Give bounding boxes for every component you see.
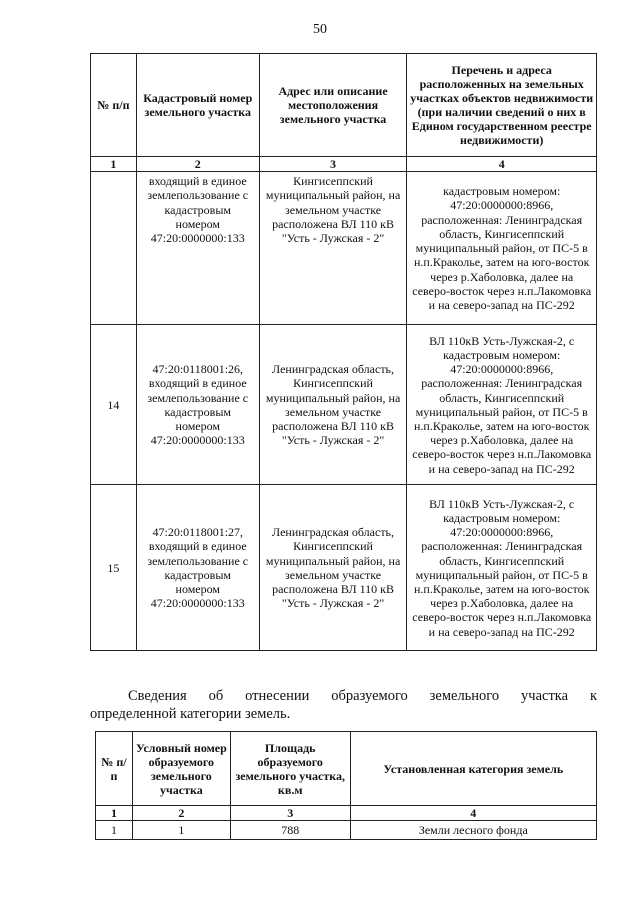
header-area: Площадь образуемого земельного участка, кв.м — [230, 732, 350, 806]
paragraph-line: Сведения об отнесении образуемого земельного участка к — [128, 688, 597, 704]
cadastral-number-cell: 47:20:0118001:27, входящий в единое землепользование с кадастровым номером 47:20:0000000:133 — [136, 485, 259, 651]
table-row — [96, 821, 597, 840]
page-number: 50 — [313, 22, 327, 37]
cadastral-number-cell: 47:20:0118001:26, входящий в единое землепользование с кадастровым номером 47:20:0000000:133 — [136, 325, 259, 485]
header-address: Адрес или описание местоположения земельного участка — [259, 54, 407, 157]
conditional-number-cell: 1 — [132, 821, 230, 840]
paragraph-line: определенной категории земель. — [90, 706, 291, 722]
land-plots-table — [90, 53, 597, 651]
column-number: 2 — [136, 157, 259, 172]
land-category-paragraph — [90, 687, 597, 723]
column-number: 4 — [350, 806, 596, 821]
header-cadastral-number: Кадастровый номер земельного участка — [136, 54, 259, 157]
row-number: 1 — [96, 821, 133, 840]
column-number-row — [91, 157, 597, 172]
cadastral-number-cell: входящий в единое землепользование с кадастровым номером 47:20:0000000:133 — [136, 172, 259, 325]
table-header-row — [96, 732, 597, 806]
header-number: № п/п — [96, 732, 133, 806]
column-number: 4 — [407, 157, 597, 172]
address-cell: Ленинградская область, Кингисеппский муниципальный район, на земельном участке расположена ВЛ 110 кВ "Усть - Лужская - 2" — [259, 485, 407, 651]
real-estate-objects-cell: ВЛ 110кВ Усть-Лужская-2, с кадастровым номером: 47:20:0000000:8966, расположенная: Ленинградская область, Кингисеппский муниципальный район, от ПС-5 в н.п.Краколье, затем на юго-восток через р.Хаболовка, далее на северо-восток через н.п.Лакомовка и на северо-запад на ПС-292 — [407, 325, 597, 485]
table-row — [91, 485, 597, 651]
row-number: 15 — [91, 485, 137, 651]
header-real-estate-objects: Перечень и адреса расположенных на земельных участках объектов недвижимости (при наличии сведений о них в Едином государственном реестре недвижимости) — [407, 54, 597, 157]
column-number: 1 — [96, 806, 133, 821]
address-cell: Ленинградская область, Кингисеппский муниципальный район, на земельном участке расположена ВЛ 110 кВ "Усть - Лужская - 2" — [259, 325, 407, 485]
header-conditional-number: Условный номер образуемого земельного участка — [132, 732, 230, 806]
table-row — [91, 325, 597, 485]
real-estate-objects-cell: ВЛ 110кВ Усть-Лужская-2, с кадастровым номером: 47:20:0000000:8966, расположенная: Ленинградская область, Кингисеппский муниципальный район, от ПС-5 в н.п.Краколье, затем на юго-восток через р.Хаболовка, далее на северо-восток через н.п.Лакомовка и на северо-запад на ПС-292 — [407, 485, 597, 651]
column-number-row — [96, 806, 597, 821]
table-row — [91, 172, 597, 325]
header-number: № п/п — [91, 54, 137, 157]
table-header-row — [91, 54, 597, 157]
column-number: 3 — [259, 157, 407, 172]
column-number: 1 — [91, 157, 137, 172]
area-cell: 788 — [230, 821, 350, 840]
column-number: 2 — [132, 806, 230, 821]
address-cell: Кингисеппский муниципальный район, на земельном участке расположена ВЛ 110 кВ "Усть - Лужская - 2" — [259, 172, 407, 325]
column-number: 3 — [230, 806, 350, 821]
row-number — [91, 172, 137, 325]
land-category-table — [95, 731, 597, 840]
row-number: 14 — [91, 325, 137, 485]
real-estate-objects-cell: кадастровым номером: 47:20:0000000:8966, расположенная: Ленинградская область, Кингисеппский муниципальный район, от ПС-5 в н.п.Краколье, затем на юго-восток через р.Хаболовка, далее на северо-восток через н.п.Лакомовка и на северо-запад на ПС-292 — [407, 172, 597, 325]
header-land-category: Установленная категория земель — [350, 732, 596, 806]
land-category-cell: Земли лесного фонда — [350, 821, 596, 840]
